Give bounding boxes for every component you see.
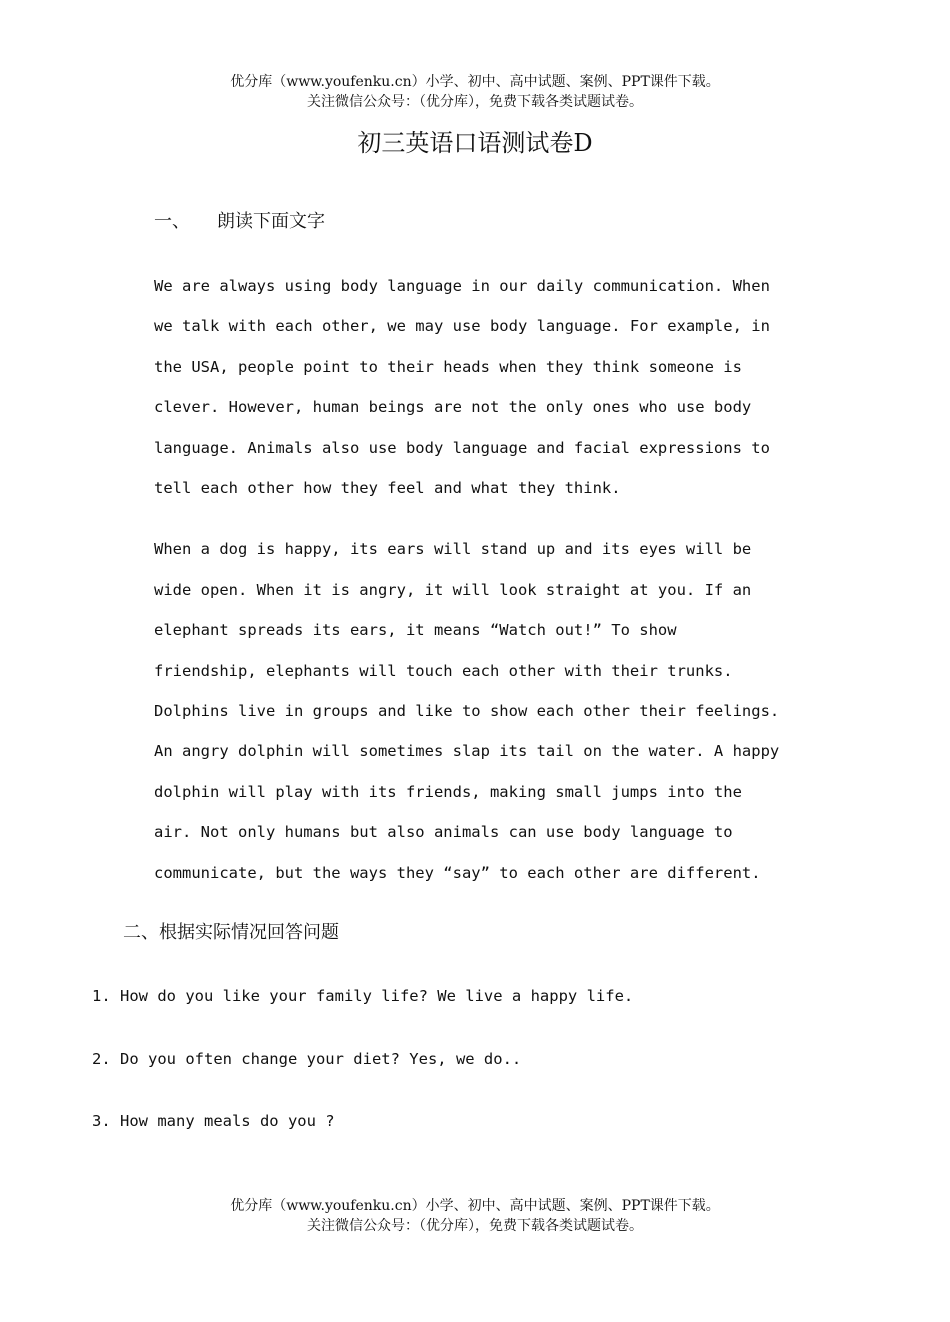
footer-wechat-line: 关注微信公众号：（优分库），免费下载各类试题试卷。 [307,1218,643,1234]
question-item: 3. How many meals do you ? [92,1112,335,1130]
paragraph1-line: tell each other how they feel and what they think. [154,479,621,497]
paragraph1-line: language. Animals also use body language and facial expressions to [154,439,770,457]
paragraph2-line: elephant spreads its ears, it means “Watch out!” To show [154,621,677,639]
paragraph2-line: When a dog is happy, its ears will stand up and its eyes will be [154,540,752,558]
paragraph2-line: communicate, but the ways they “say” to each other are different. [154,864,761,882]
paragraph1-line: we talk with each other, we may use body language. For example, in [154,317,770,335]
question-item: 1. How do you like your family life? We live a happy life. [92,987,634,1005]
header-source-line: 优分库（www.youfenku.cn）小学、初中、高中试题、案例、PPT课件下载。 [230,74,720,90]
paragraph2-line: dolphin will play with its friends, making small jumps into the [154,783,742,801]
footer-source-line: 优分库（www.youfenku.cn）小学、初中、高中试题、案例、PPT课件下载。 [230,1198,720,1214]
paragraph2-line: friendship, elephants will touch each other with their trunks. [154,662,733,680]
paragraph2-line: air. Not only humans but also animals can use body language to [154,823,733,841]
header-wechat-line: 关注微信公众号：（优分库），免费下载各类试题试卷。 [307,94,643,110]
paragraph1-line: the USA, people point to their heads when they think someone is [154,358,742,376]
paragraph2-line: Dolphins live in groups and like to show each other their feelings. [154,702,780,720]
page-title: 初三英语口语测试卷D [357,129,593,157]
paragraph1-line: clever. However, human beings are not the only ones who use body [154,398,752,416]
question-item: 2. Do you often change your diet? Yes, we do.. [92,1050,522,1068]
section2-title: 二、根据实际情况回答问题 [123,922,339,943]
paragraph2-line: An angry dolphin will sometimes slap its tail on the water. A happy [154,742,780,760]
section1-number: 一、 [154,211,190,232]
paragraph2-line: wide open. When it is angry, it will look straight at you. If an [154,581,752,599]
section1-title: 朗读下面文字 [217,211,325,232]
paragraph1-line: We are always using body language in our daily communication. When [154,277,770,295]
